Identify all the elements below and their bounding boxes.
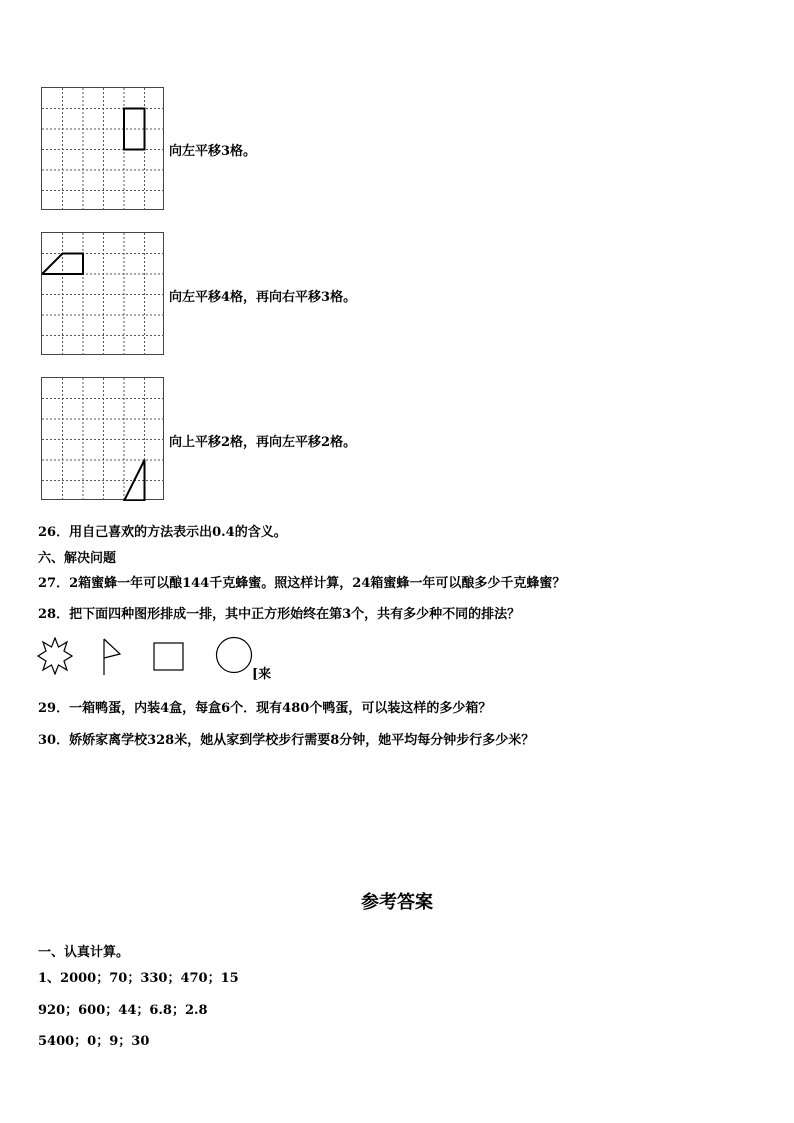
- question-28-mark: [来: [252, 667, 272, 682]
- grid-1: [41, 87, 164, 210]
- question-26: 26．用自己喜欢的方法表示出0.4的含义。: [38, 525, 287, 540]
- grid-1-lines: [42, 88, 165, 211]
- answer-line-3: 5400；0；9；30: [38, 1034, 150, 1049]
- square-icon: [153, 642, 185, 672]
- question-29: 29．一箱鸭蛋，内装4盒，每盒6个．现有480个鸭蛋，可以装这样的多少箱？: [38, 701, 492, 716]
- section-6-heading: 六、解决问题: [38, 551, 117, 566]
- grid-3-lines: [42, 378, 165, 501]
- answers-section-1: 一、认真计算。: [38, 945, 130, 960]
- grid-2-instruction: 向左平移4格，再向右平移3格。: [169, 290, 357, 305]
- answers-title: 参考答案: [361, 892, 433, 913]
- question-30: 30．娇娇家离学校328米，她从家到学校步行需要8分钟，她平均每分钟步行多少米？: [38, 733, 535, 748]
- grid-2: [41, 232, 164, 355]
- grid-3-instruction: 向上平移2格，再向左平移2格。: [169, 435, 357, 450]
- question-28: 28．把下面四种图形排成一排，其中正方形始终在第3个，共有多少种不同的排法？: [38, 607, 521, 622]
- question-27: 27．2箱蜜蜂一年可以酿144千克蜂蜜。照这样计算，24箱蜜蜂一年可以酿多少千克蜂蜜？: [38, 576, 566, 591]
- answer-line-1: 1、2000；70；330；470；15: [38, 971, 239, 986]
- circle-icon: [215, 636, 253, 674]
- star-icon: [37, 637, 73, 675]
- grid-2-lines: [42, 233, 165, 356]
- flag-icon: [100, 637, 124, 677]
- grid-3: [41, 377, 164, 500]
- grid-1-instruction: 向左平移3格。: [169, 144, 257, 159]
- answer-line-2: 920；600；44；6.8；2.8: [38, 1003, 208, 1018]
